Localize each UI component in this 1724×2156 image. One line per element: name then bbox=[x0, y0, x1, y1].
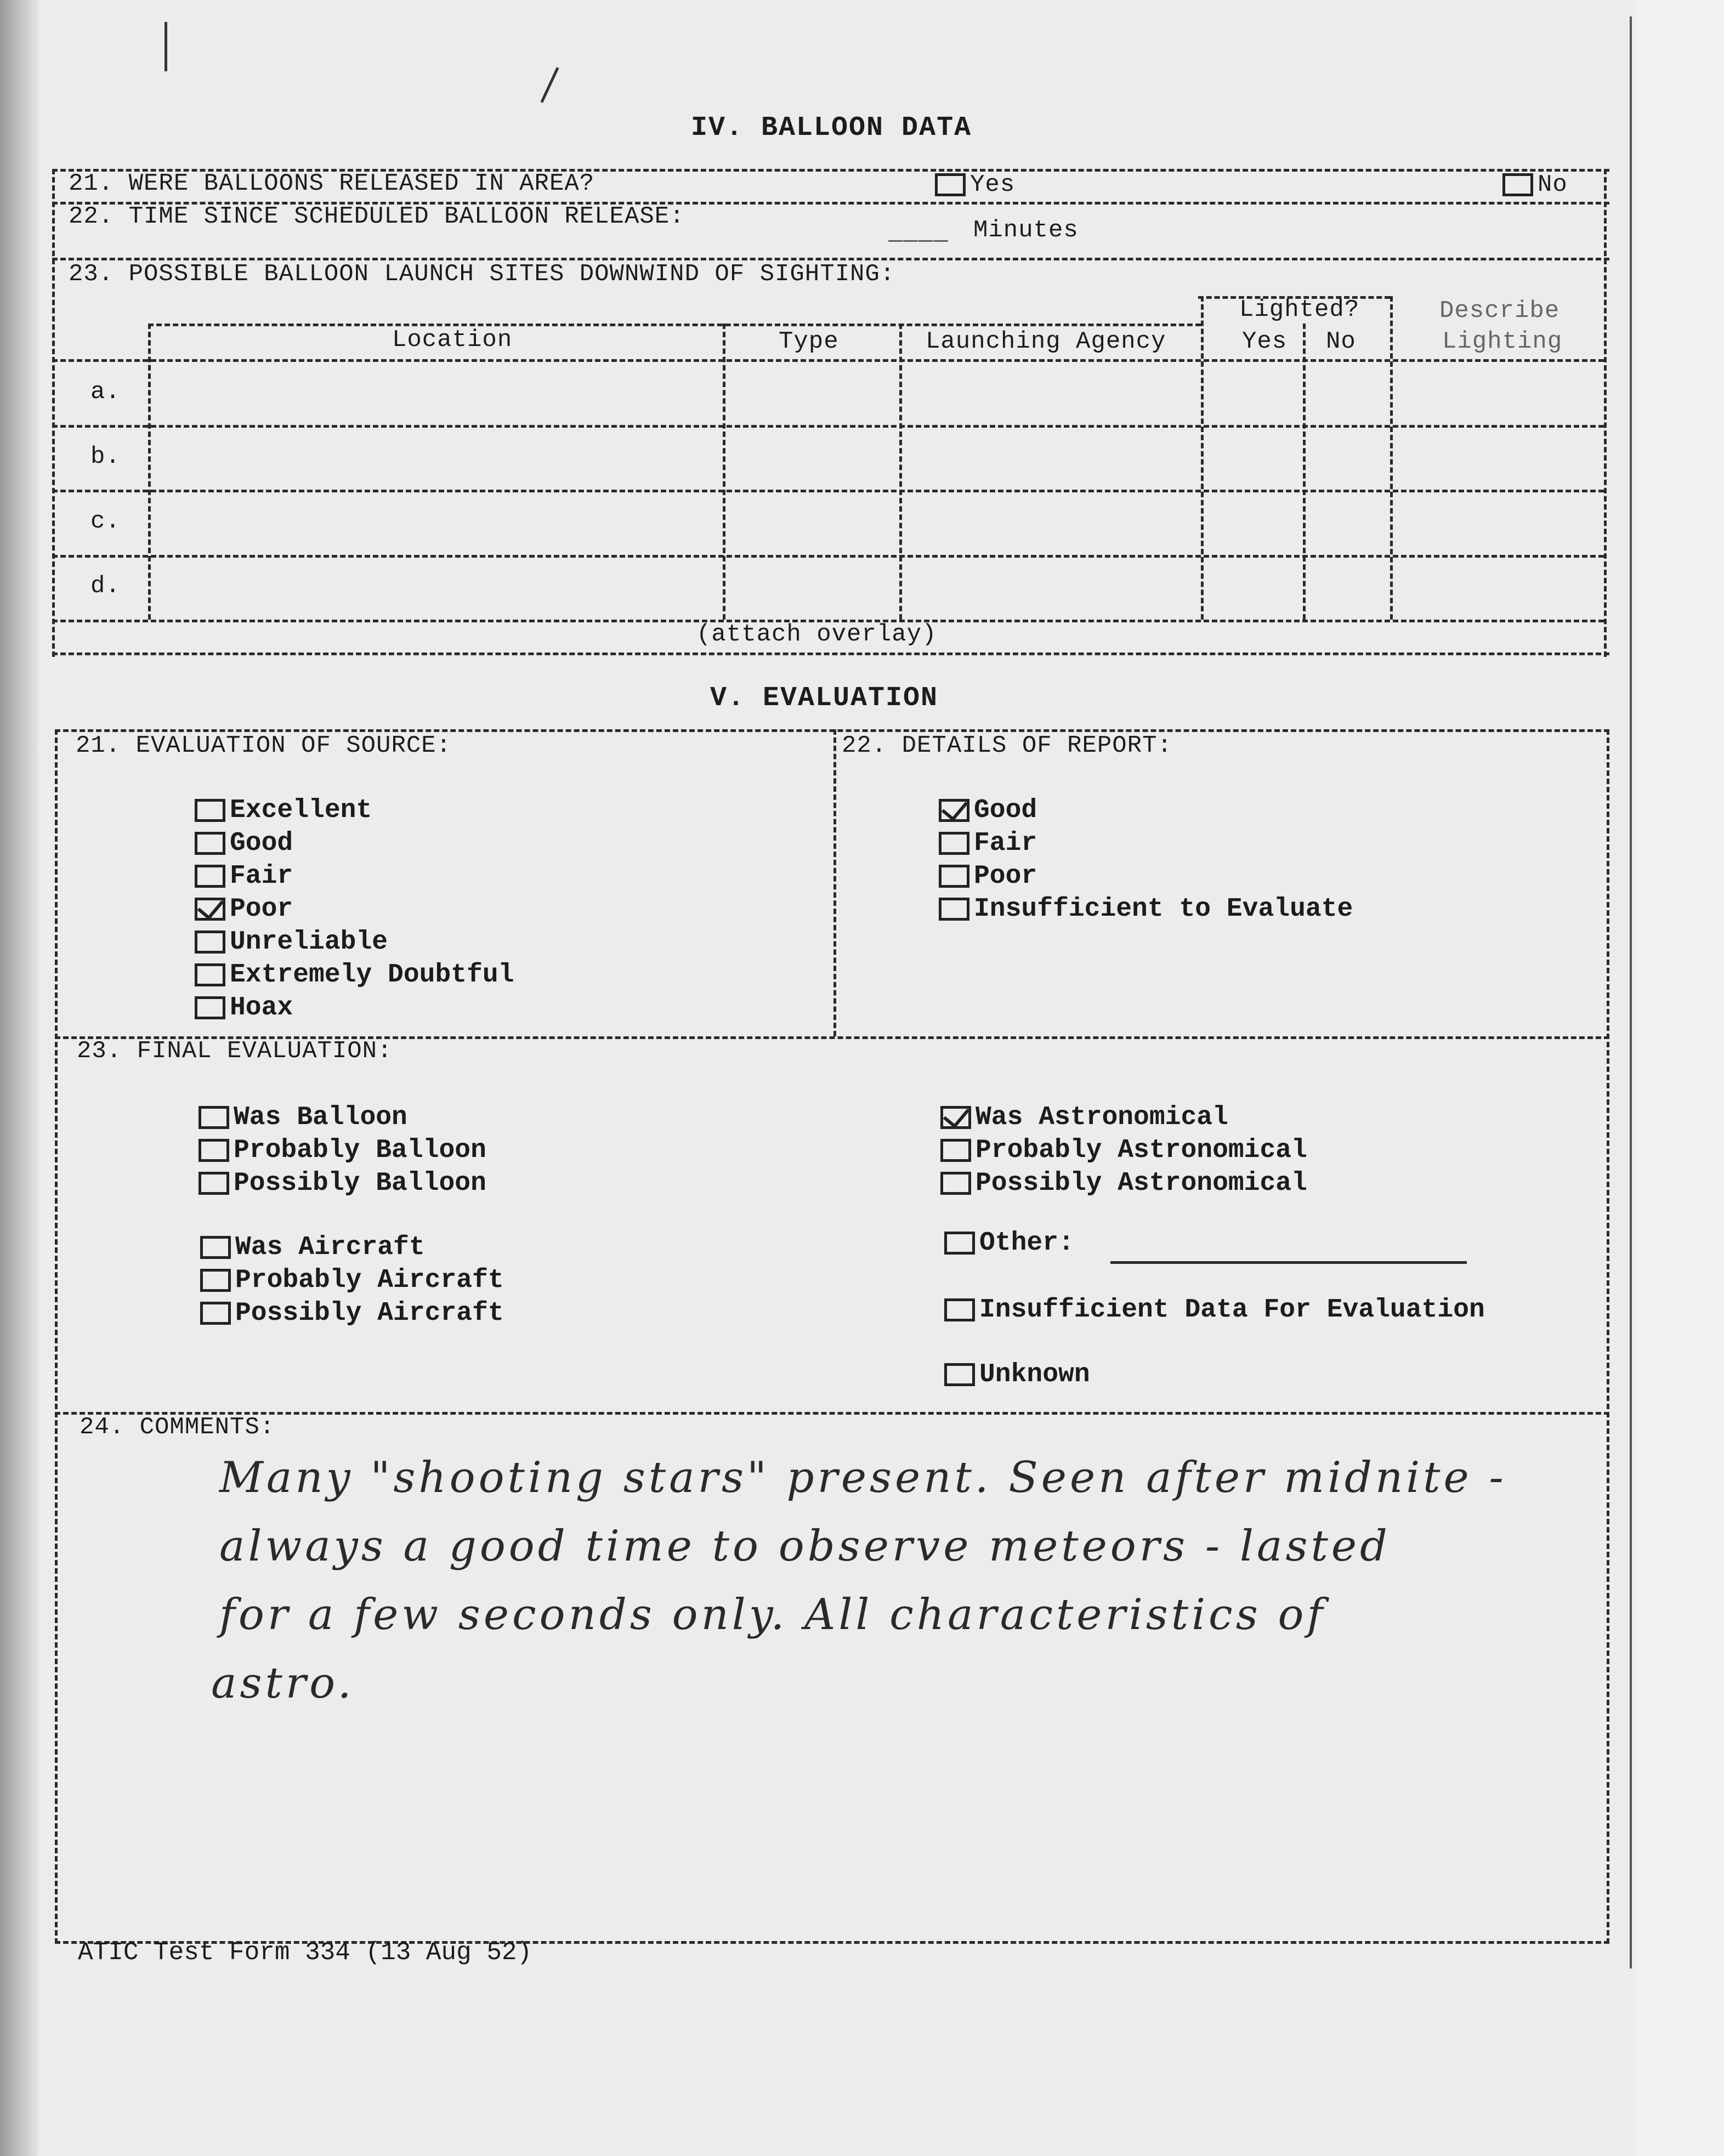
q21-yes-option[interactable]: Yes bbox=[935, 171, 1015, 198]
final-option-other[interactable]: Other: bbox=[944, 1228, 1074, 1258]
checkbox-checked[interactable] bbox=[940, 1106, 971, 1129]
right-border bbox=[1630, 16, 1632, 1968]
q22-blank[interactable]: ____ bbox=[888, 219, 949, 247]
checkbox-checked[interactable] bbox=[939, 799, 969, 822]
divider bbox=[55, 1412, 1609, 1415]
checkbox[interactable] bbox=[195, 963, 225, 986]
divider bbox=[899, 324, 902, 620]
row-a: a. bbox=[90, 378, 121, 406]
details-option-good[interactable]: Good bbox=[939, 794, 1353, 827]
col-location: Location bbox=[392, 326, 513, 354]
divider bbox=[148, 324, 151, 620]
details-options bbox=[939, 794, 1353, 926]
describe-header: Describe bbox=[1439, 297, 1560, 325]
source-option-good[interactable]: Good bbox=[195, 827, 514, 860]
final-option-probably-aircraft[interactable]: Probably Aircraft bbox=[200, 1264, 504, 1297]
q21-no-option[interactable]: No bbox=[1502, 171, 1568, 198]
row-d: d. bbox=[90, 572, 121, 600]
divider bbox=[723, 324, 725, 620]
q23-final-label: 23. FINAL EVALUATION: bbox=[77, 1037, 393, 1065]
form-footer: ATIC Test Form 334 (13 Aug 52) bbox=[78, 1938, 532, 1967]
final-option-insufficient-data[interactable]: Insufficient Data For Evaluation bbox=[944, 1295, 1485, 1325]
checkbox[interactable] bbox=[935, 173, 966, 196]
q23-label: 23. POSSIBLE BALLOON LAUNCH SITES DOWNWIND OF SIGHTING: bbox=[69, 260, 895, 288]
details-option-insufficient[interactable]: Insufficient to Evaluate bbox=[939, 893, 1353, 926]
final-aircraft-options bbox=[200, 1231, 504, 1330]
section-title-evaluation: V. EVALUATION bbox=[710, 683, 939, 714]
col-type: Type bbox=[779, 328, 839, 355]
checkbox[interactable] bbox=[1502, 173, 1533, 196]
q21-source-label: 21. EVALUATION OF SOURCE: bbox=[76, 732, 452, 759]
describe-header: Lighting bbox=[1442, 328, 1563, 355]
comment-line-1: Many "shooting stars" present. Seen after midnite - bbox=[219, 1453, 1507, 1502]
checkbox[interactable] bbox=[939, 898, 969, 921]
comment-line-4: astro. bbox=[211, 1659, 355, 1708]
final-option-was-aircraft[interactable]: Was Aircraft bbox=[200, 1231, 504, 1264]
divider bbox=[52, 169, 55, 657]
page-edge-shadow bbox=[0, 0, 38, 2156]
divider bbox=[1303, 324, 1306, 620]
checkbox[interactable] bbox=[199, 1106, 229, 1129]
final-option-possibly-aircraft[interactable]: Possibly Aircraft bbox=[200, 1297, 504, 1330]
divider bbox=[52, 555, 1604, 558]
final-option-was-astronomical[interactable]: Was Astronomical bbox=[940, 1101, 1307, 1134]
q22-details-label: 22. DETAILS OF REPORT: bbox=[842, 732, 1172, 759]
q24-comments-label: 24. COMMENTS: bbox=[80, 1414, 275, 1441]
divider bbox=[52, 425, 1604, 428]
checkbox[interactable] bbox=[939, 832, 969, 855]
checkbox[interactable] bbox=[195, 799, 225, 822]
source-options bbox=[195, 794, 514, 1024]
other-blank-line[interactable] bbox=[1110, 1261, 1467, 1264]
source-option-hoax[interactable]: Hoax bbox=[195, 991, 514, 1024]
attach-overlay-note: (attach overlay) bbox=[696, 621, 937, 648]
divider bbox=[1604, 169, 1607, 657]
divider bbox=[52, 359, 1604, 362]
checkbox[interactable] bbox=[939, 865, 969, 888]
comment-line-3: for a few seconds only. All characteristics of bbox=[219, 1590, 1326, 1639]
divider bbox=[52, 490, 1604, 492]
details-option-poor[interactable]: Poor bbox=[939, 860, 1353, 893]
source-option-poor[interactable]: Poor bbox=[195, 893, 514, 926]
comment-line-2: always a good time to observe meteors - lasted bbox=[219, 1522, 1391, 1571]
q22-label: 22. TIME SINCE SCHEDULED BALLOON RELEASE: bbox=[69, 203, 685, 230]
final-option-probably-balloon[interactable]: Probably Balloon bbox=[199, 1134, 486, 1167]
lighted-header: Lighted? bbox=[1239, 296, 1360, 324]
col-yes: Yes bbox=[1242, 328, 1288, 355]
checkbox[interactable] bbox=[200, 1236, 231, 1259]
row-b: b. bbox=[90, 443, 121, 470]
checkbox[interactable] bbox=[940, 1139, 971, 1162]
section-title-balloon-data: IV. BALLOON DATA bbox=[691, 112, 972, 144]
stray-mark bbox=[165, 22, 167, 71]
divider bbox=[1390, 296, 1393, 620]
checkbox[interactable] bbox=[940, 1172, 971, 1195]
col-agency: Launching Agency bbox=[926, 328, 1166, 355]
divider bbox=[52, 653, 1609, 655]
source-option-excellent[interactable]: Excellent bbox=[195, 794, 514, 827]
checkbox[interactable] bbox=[944, 1232, 975, 1255]
final-astro-options bbox=[940, 1101, 1307, 1200]
checkbox[interactable] bbox=[195, 865, 225, 888]
checkbox[interactable] bbox=[944, 1363, 975, 1386]
checkbox[interactable] bbox=[195, 931, 225, 954]
final-option-unknown[interactable]: Unknown bbox=[944, 1360, 1090, 1389]
checkbox[interactable] bbox=[199, 1139, 229, 1162]
col-no: No bbox=[1326, 328, 1356, 355]
final-option-possibly-astronomical[interactable]: Possibly Astronomical bbox=[940, 1167, 1307, 1200]
divider bbox=[833, 729, 836, 1036]
checkbox[interactable] bbox=[195, 996, 225, 1019]
divider bbox=[1607, 729, 1609, 1944]
source-option-extremely-doubtful[interactable]: Extremely Doubtful bbox=[195, 958, 514, 991]
checkbox[interactable] bbox=[944, 1298, 975, 1321]
divider bbox=[55, 729, 58, 1944]
final-balloon-options bbox=[199, 1101, 486, 1200]
details-option-fair[interactable]: Fair bbox=[939, 827, 1353, 860]
final-option-possibly-balloon[interactable]: Possibly Balloon bbox=[199, 1167, 486, 1200]
divider bbox=[1201, 296, 1204, 620]
divider bbox=[148, 324, 1201, 326]
checkbox[interactable] bbox=[199, 1172, 229, 1195]
q22-unit: Minutes bbox=[973, 217, 1079, 244]
source-option-fair[interactable]: Fair bbox=[195, 860, 514, 893]
q21-label: 21. WERE BALLOONS RELEASED IN AREA? bbox=[69, 170, 595, 197]
final-option-probably-astronomical[interactable]: Probably Astronomical bbox=[940, 1134, 1307, 1167]
source-option-unreliable[interactable]: Unreliable bbox=[195, 926, 514, 958]
checkbox[interactable] bbox=[200, 1269, 231, 1292]
row-c: c. bbox=[90, 508, 121, 535]
checkbox[interactable] bbox=[200, 1302, 231, 1325]
checkbox-checked[interactable] bbox=[195, 898, 225, 921]
final-option-was-balloon[interactable]: Was Balloon bbox=[199, 1101, 486, 1134]
checkbox[interactable] bbox=[195, 832, 225, 855]
